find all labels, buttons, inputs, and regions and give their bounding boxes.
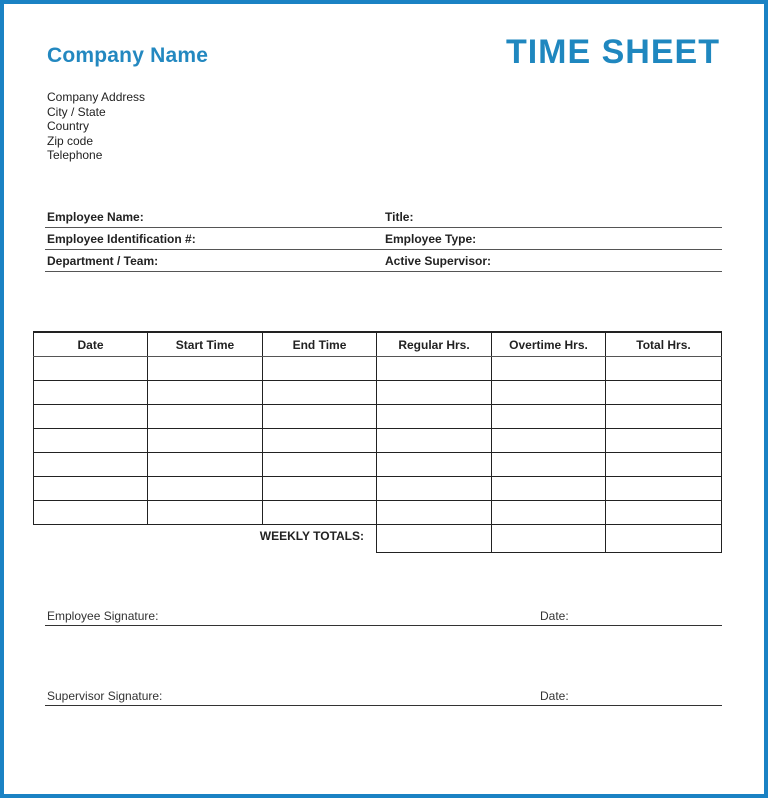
table-row	[34, 429, 722, 453]
total-hrs-cell[interactable]	[606, 501, 722, 525]
overtime-hrs-cell[interactable]	[492, 405, 606, 429]
total-hrs-cell[interactable]	[606, 357, 722, 381]
column-header-regular-hrs: Regular Hrs.	[377, 332, 492, 357]
end-time-cell[interactable]	[263, 429, 377, 453]
supervisor-signature-label: Supervisor Signature:	[47, 689, 163, 703]
telephone-line: Telephone	[47, 148, 103, 163]
info-row	[45, 228, 722, 250]
total-hrs-cell[interactable]	[606, 429, 722, 453]
column-header-end-time: End Time	[263, 332, 377, 357]
regular-hrs-cell[interactable]	[377, 501, 492, 525]
regular-hrs-cell[interactable]	[377, 453, 492, 477]
overtime-hrs-cell[interactable]	[492, 357, 606, 381]
info-row	[45, 206, 722, 228]
overtime-hrs-cell[interactable]	[492, 477, 606, 501]
regular-hrs-cell[interactable]	[377, 357, 492, 381]
document-title: TIME SHEET	[505, 33, 720, 71]
total-hrs-sum-cell[interactable]	[606, 525, 722, 553]
start-time-cell[interactable]	[148, 453, 263, 477]
employee-type-field[interactable]: Employee Type:	[385, 232, 477, 246]
weekly-totals-label: WEEKLY TOTALS:	[34, 525, 377, 553]
overtime-hrs-cell[interactable]	[492, 501, 606, 525]
start-time-cell[interactable]	[148, 405, 263, 429]
table-row	[34, 453, 722, 477]
table-row	[34, 357, 722, 381]
date-cell[interactable]	[34, 477, 148, 501]
total-hrs-cell[interactable]	[606, 453, 722, 477]
employee-info-section	[45, 206, 722, 272]
date-cell[interactable]	[34, 381, 148, 405]
employee-signature-line[interactable]	[45, 608, 722, 626]
column-header-start-time: Start Time	[148, 332, 263, 357]
active-supervisor-field[interactable]: Active Supervisor:	[385, 254, 492, 268]
table-row	[34, 405, 722, 429]
end-time-cell[interactable]	[263, 453, 377, 477]
employee-id-field[interactable]: Employee Identification #:	[47, 232, 196, 246]
end-time-cell[interactable]	[263, 405, 377, 429]
date-cell[interactable]	[34, 501, 148, 525]
employee-signature-label: Employee Signature:	[47, 609, 159, 623]
regular-hrs-cell[interactable]	[377, 381, 492, 405]
start-time-cell[interactable]	[148, 501, 263, 525]
end-time-cell[interactable]	[263, 381, 377, 405]
company-address-block	[47, 90, 145, 163]
supervisor-signature-line[interactable]	[45, 688, 722, 706]
total-hrs-cell[interactable]	[606, 405, 722, 429]
overtime-hrs-cell[interactable]	[492, 453, 606, 477]
start-time-cell[interactable]	[148, 477, 263, 501]
table-row	[34, 477, 722, 501]
regular-hrs-cell[interactable]	[377, 477, 492, 501]
employee-date-label: Date:	[540, 609, 569, 623]
end-time-cell[interactable]	[263, 501, 377, 525]
total-hrs-cell[interactable]	[606, 381, 722, 405]
start-time-cell[interactable]	[148, 357, 263, 381]
employee-name-field[interactable]: Employee Name:	[47, 210, 144, 224]
start-time-cell[interactable]	[148, 429, 263, 453]
address-line: Company Address	[47, 90, 146, 104]
column-header-overtime-hrs: Overtime Hrs.	[492, 332, 606, 357]
total-hrs-cell[interactable]	[606, 477, 722, 501]
table-row	[34, 381, 722, 405]
company-name: Company Name	[47, 44, 209, 67]
table-header-row	[34, 332, 722, 357]
city-state-line: City / State	[47, 104, 106, 119]
date-cell[interactable]	[34, 453, 148, 477]
date-cell[interactable]	[34, 405, 148, 429]
column-header-total-hrs: Total Hrs.	[606, 332, 722, 357]
column-header-date: Date	[34, 332, 148, 357]
zip-line: Zip code	[47, 133, 94, 148]
overtime-hrs-cell[interactable]	[492, 429, 606, 453]
department-team-field[interactable]: Department / Team:	[47, 254, 159, 268]
start-time-cell[interactable]	[148, 381, 263, 405]
total-regular-hrs-cell[interactable]	[377, 525, 492, 553]
title-field[interactable]: Title:	[385, 210, 414, 224]
table-row	[34, 501, 722, 525]
total-overtime-hrs-cell[interactable]	[492, 525, 606, 553]
date-cell[interactable]	[34, 357, 148, 381]
end-time-cell[interactable]	[263, 357, 377, 381]
date-cell[interactable]	[34, 429, 148, 453]
regular-hrs-cell[interactable]	[377, 405, 492, 429]
timesheet-table	[33, 331, 722, 553]
info-row	[45, 250, 722, 272]
regular-hrs-cell[interactable]	[377, 429, 492, 453]
country-line: Country	[47, 119, 90, 134]
supervisor-date-label: Date:	[540, 689, 569, 703]
end-time-cell[interactable]	[263, 477, 377, 501]
overtime-hrs-cell[interactable]	[492, 381, 606, 405]
weekly-totals-row	[34, 525, 722, 553]
